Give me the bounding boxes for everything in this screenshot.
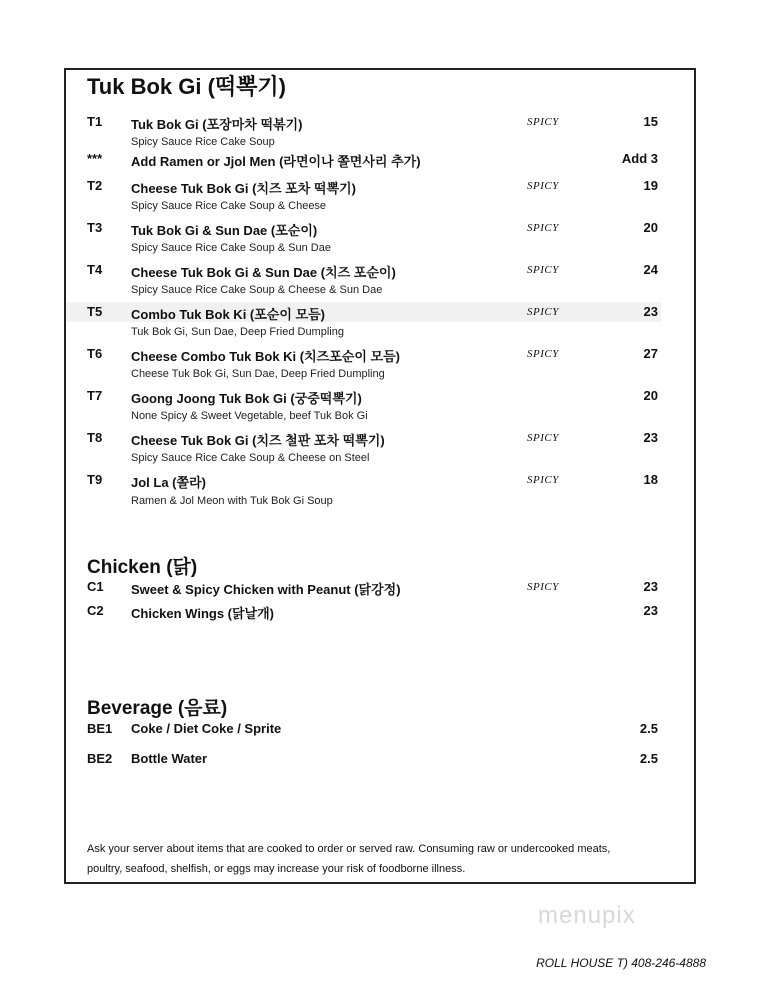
spicy-label: SPICY bbox=[527, 474, 559, 486]
spicy-label: SPICY bbox=[527, 348, 559, 360]
section-title: Beverage (음료) bbox=[87, 698, 228, 719]
item-description: Ramen & Jol Meon with Tuk Bok Gi Soup bbox=[131, 495, 333, 507]
spicy-label: SPICY bbox=[527, 432, 559, 444]
item-code: T3 bbox=[87, 220, 103, 235]
item-price: 2.5 bbox=[639, 751, 658, 766]
footer-contact: ROLL HOUSE T) 408-246-4888 bbox=[536, 956, 706, 970]
item-name: Cheese Tuk Bok Gi & Sun Dae (치즈 포순이) bbox=[131, 265, 396, 280]
item-price: 2.5 bbox=[639, 721, 658, 736]
item-price: 23 bbox=[643, 603, 658, 618]
item-code: *** bbox=[87, 151, 103, 166]
item-description: Spicy Sauce Rice Cake Soup & Cheese & Sun Dae bbox=[131, 284, 383, 296]
item-price: 19 bbox=[643, 178, 658, 193]
section-title: Tuk Bok Gi (떡뽁기) bbox=[87, 74, 287, 99]
item-name: Jol La (쫄라) bbox=[131, 475, 206, 490]
item-code: T8 bbox=[87, 430, 103, 445]
spicy-label: SPICY bbox=[527, 222, 559, 234]
item-code: T9 bbox=[87, 472, 103, 487]
item-name: Add Ramen or Jjol Men (라면이나 쫄면사리 추가) bbox=[131, 154, 421, 169]
spicy-label: SPICY bbox=[527, 581, 559, 593]
item-code: C1 bbox=[87, 579, 104, 594]
item-name: Goong Joong Tuk Bok Gi (궁중떡뽁기) bbox=[131, 391, 362, 406]
item-name: Cheese Tuk Bok Gi (치즈 포차 떡뽁기) bbox=[131, 181, 356, 196]
item-description: Tuk Bok Gi, Sun Dae, Deep Fried Dumpling bbox=[131, 326, 344, 338]
item-price: 20 bbox=[643, 220, 658, 235]
item-code: C2 bbox=[87, 603, 104, 618]
item-name: Sweet & Spicy Chicken with Peanut (닭강정) bbox=[131, 582, 401, 597]
item-description: Spicy Sauce Rice Cake Soup bbox=[131, 136, 275, 148]
item-description: Spicy Sauce Rice Cake Soup & Cheese on Steel bbox=[131, 452, 370, 464]
item-price: 23 bbox=[643, 430, 658, 445]
item-name: Bottle Water bbox=[131, 751, 208, 766]
item-name: Cheese Tuk Bok Gi (치즈 철판 포차 떡뽁기) bbox=[131, 433, 385, 448]
item-price: 23 bbox=[643, 579, 658, 594]
item-name: Cheese Combo Tuk Bok Ki (치즈포순이 모듬) bbox=[131, 349, 400, 364]
disclaimer-line-2: poultry, seafood, shelfish, or eggs may increase your risk of foodborne illness. bbox=[87, 863, 466, 875]
item-code: T4 bbox=[87, 262, 103, 277]
item-code: BE1 bbox=[87, 721, 113, 736]
item-code: T2 bbox=[87, 178, 103, 193]
item-name: Coke / Diet Coke / Sprite bbox=[131, 721, 282, 736]
item-code: T7 bbox=[87, 388, 103, 403]
item-description: Spicy Sauce Rice Cake Soup & Cheese bbox=[131, 200, 327, 212]
item-price: 27 bbox=[643, 346, 658, 361]
item-price: 18 bbox=[643, 472, 658, 487]
item-code: T1 bbox=[87, 114, 103, 129]
item-code: BE2 bbox=[87, 751, 113, 766]
item-code: T6 bbox=[87, 346, 103, 361]
disclaimer-line-1: Ask your server about items that are cooked to order or served raw. Consuming raw or undercooked meats, bbox=[87, 843, 611, 855]
item-name: Chicken Wings (닭날개) bbox=[131, 606, 275, 621]
item-price: 20 bbox=[643, 388, 658, 403]
item-price: 15 bbox=[643, 114, 658, 129]
spicy-label: SPICY bbox=[527, 306, 559, 318]
spicy-label: SPICY bbox=[527, 116, 559, 128]
item-description: Cheese Tuk Bok Gi, Sun Dae, Deep Fried Dumpling bbox=[131, 368, 385, 380]
spicy-label: SPICY bbox=[527, 180, 559, 192]
watermark-logo: menupix bbox=[538, 902, 636, 929]
item-price: Add 3 bbox=[621, 151, 658, 166]
item-code: T5 bbox=[87, 304, 103, 319]
item-description: None Spicy & Sweet Vegetable, beef Tuk Bok Gi bbox=[131, 410, 368, 422]
item-description: Spicy Sauce Rice Cake Soup & Sun Dae bbox=[131, 242, 331, 254]
item-name: Tuk Bok Gi & Sun Dae (포순이) bbox=[131, 223, 318, 238]
item-name: Tuk Bok Gi (포장마차 떡볶기) bbox=[131, 117, 303, 132]
item-price: 23 bbox=[643, 304, 658, 319]
spicy-label: SPICY bbox=[527, 264, 559, 276]
item-price: 24 bbox=[643, 262, 658, 277]
item-name: Combo Tuk Bok Ki (포순이 모듬) bbox=[131, 307, 325, 322]
section-title: Chicken (닭) bbox=[87, 557, 198, 578]
